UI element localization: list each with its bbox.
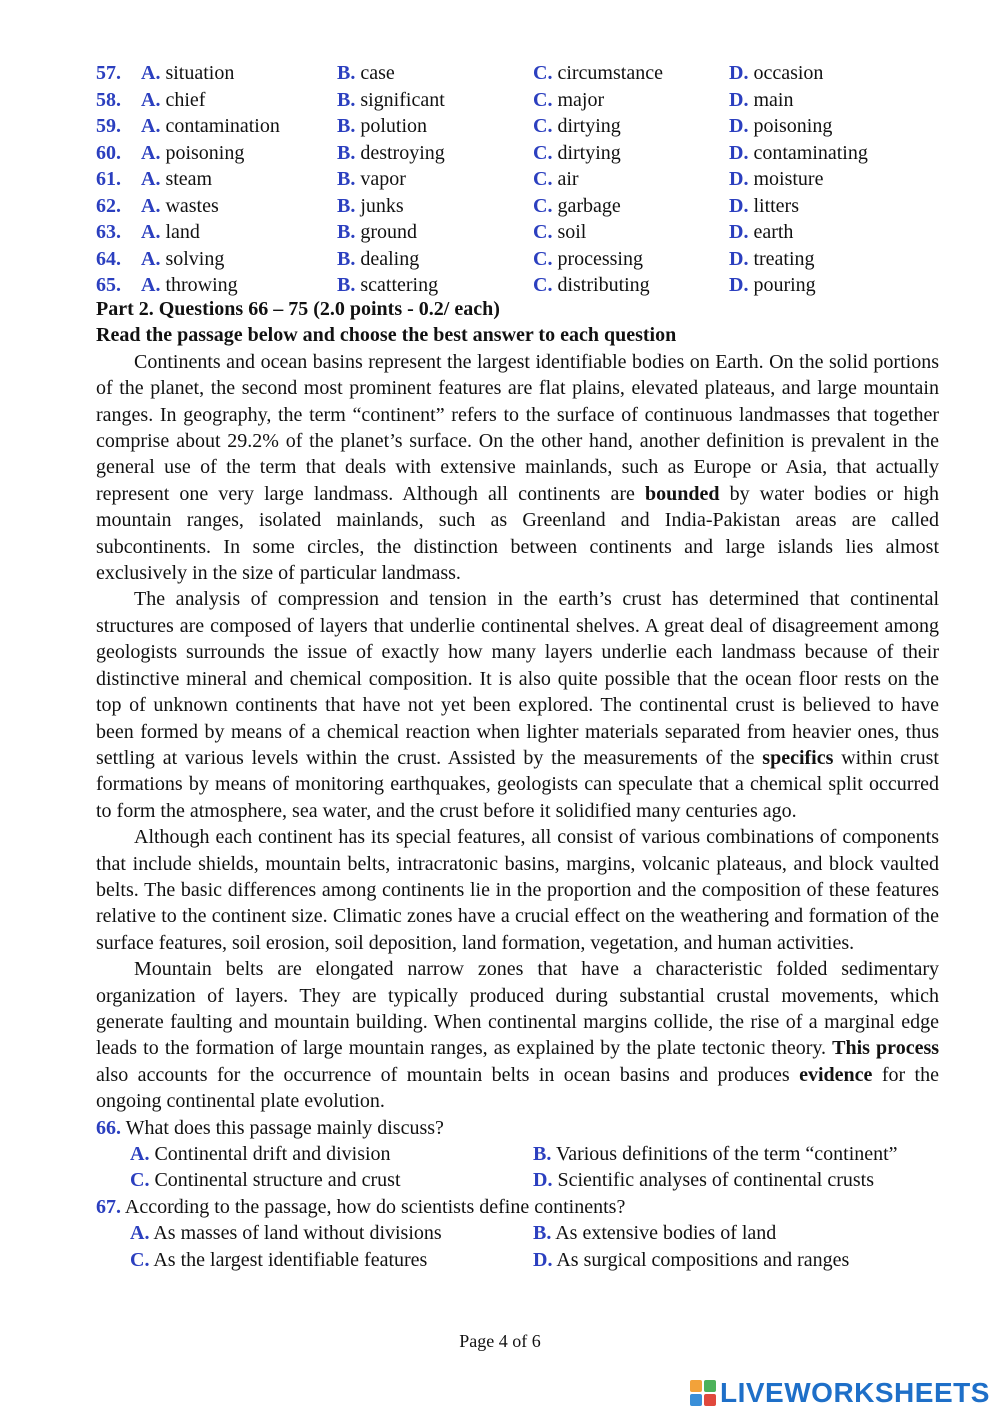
option-b[interactable]	[337, 140, 445, 166]
option-letter: C.	[533, 221, 553, 243]
question-number: 58.	[96, 88, 121, 111]
option-text: treating	[748, 247, 815, 270]
passage-paragraph-3	[96, 824, 939, 956]
option-letter: C.	[533, 274, 553, 296]
passage-text: within crust formations by means of monitoring earthquakes, geologists can speculate that a chemical split occurred to form the atmosphere, sea water, and the crust before it solidified many centuries ago.	[96, 746, 939, 822]
option-c[interactable]	[533, 166, 579, 192]
option-letter: A.	[141, 141, 161, 164]
question-number: 65.	[96, 274, 121, 296]
option-c[interactable]	[533, 113, 621, 139]
option-text: junks	[355, 194, 404, 217]
option-b[interactable]	[337, 246, 419, 272]
option-text: processing	[552, 247, 643, 270]
option-a[interactable]	[141, 87, 205, 113]
option-a[interactable]	[141, 113, 280, 139]
option-letter: A.	[141, 274, 161, 296]
option-text: polution	[355, 115, 428, 137]
option-a[interactable]	[141, 166, 212, 192]
option-text: throwing	[160, 274, 238, 296]
option-letter: D.	[729, 194, 749, 217]
logo-text: LIVEWORKSHEETS	[720, 1377, 990, 1408]
option-letter: D.	[729, 168, 749, 190]
option-letter: A.	[141, 115, 161, 137]
option-text: poisoning	[160, 141, 245, 164]
question-row	[96, 166, 956, 193]
option-d[interactable]	[729, 219, 793, 245]
option-d[interactable]	[729, 246, 815, 272]
option-text: litters	[748, 194, 799, 217]
passage-text: for the ongoing continental plate evolution.	[96, 1063, 939, 1113]
option-d[interactable]	[729, 87, 793, 113]
passage-keyword: evidence	[799, 1063, 873, 1086]
option-c[interactable]	[533, 87, 604, 113]
option-text: solving	[160, 247, 225, 270]
option-letter: A.	[141, 168, 161, 190]
option-letter: B.	[337, 88, 356, 111]
option-d[interactable]	[729, 140, 868, 166]
option-a[interactable]	[141, 246, 224, 272]
option-letter: A.	[141, 221, 161, 243]
passage-text: Although each continent has its special features, all consist of various combinations of components that include shields, mountain belts, intracratonic basins, margins, volcanic plateaus, and block vaulted belts. The basic differences among continents lie in the proportion and the composition of these features relative to the continent size. Climatic zones have a crucial effect on the weathering and formation of the surface features, soil erosion, soil deposition, land formation, vegetation, and human activities.	[96, 826, 939, 954]
option-b[interactable]	[337, 272, 438, 298]
question-number: 59.	[96, 115, 121, 137]
option-letter: C.	[533, 141, 553, 164]
option-letter: A.	[141, 62, 161, 84]
option-a[interactable]	[141, 140, 244, 166]
option-text: As the largest identifiable features	[149, 1248, 428, 1271]
part2-section	[96, 296, 939, 1273]
option-text: dealing	[355, 247, 420, 270]
option-text: As extensive bodies of land	[551, 1222, 777, 1245]
question-row	[96, 113, 956, 140]
question-text: According to the passage, how do scientists define continents?	[121, 1195, 626, 1218]
part2-instruction: Read the passage below and choose the best answer to each question	[96, 324, 677, 347]
question-number: 60.	[96, 141, 121, 164]
question-number: 64.	[96, 247, 121, 270]
option-text: moisture	[748, 168, 824, 190]
option-letter: D.	[729, 247, 749, 270]
option-text: chief	[160, 88, 206, 111]
passage-text: also accounts for the occurrence of mountain belts in ocean basins and produces	[96, 1063, 800, 1086]
question-text: What does this passage mainly discuss?	[121, 1116, 444, 1139]
option-letter: C.	[533, 194, 553, 217]
option-letter: C.	[533, 88, 553, 111]
passage-keyword: This process	[832, 1037, 940, 1060]
question-number: 66.	[96, 1116, 121, 1139]
option-b[interactable]	[337, 166, 406, 192]
option-text: pouring	[748, 274, 816, 296]
question-number: 62.	[96, 194, 121, 217]
option-letter: B.	[337, 194, 356, 217]
question-66	[96, 1115, 939, 1141]
option-a[interactable]	[141, 219, 200, 245]
passage-text: by water bodies or high mountain ranges, isolated mainlands, such as Greenland and India-Pakistan areas are called subcontinents. In some circles, the distinction between continents and large islands lies almost exclusively in the size of particular landmass.	[96, 482, 940, 585]
option-letter: B.	[337, 247, 356, 270]
option-a[interactable]	[141, 193, 219, 219]
option-letter: D.	[729, 274, 749, 296]
option-a[interactable]	[130, 1220, 442, 1246]
option-text: As masses of land without divisions	[149, 1222, 442, 1245]
option-letter: D.	[729, 62, 749, 84]
option-letter: D.	[729, 141, 749, 164]
question-row	[96, 87, 956, 114]
option-d[interactable]	[729, 166, 823, 192]
option-b[interactable]	[337, 219, 417, 245]
question-row	[96, 246, 956, 273]
option-d[interactable]	[533, 1247, 849, 1273]
option-text: main	[748, 88, 794, 111]
passage-text: The analysis of compression and tension in the earth’s crust has determined that continental structures are composed of layers that underlie continental shelves. A great deal of disagreement among geologists surrounds the issue of exactly how many layers underlie each landmass because of their distinctive mineral and chemical composition. It is also quite possible that the ocean floor rests on the top of unknown continents that have not yet been explored. The continental crust is believed to have been formed by means of a chemical reaction when lighter materials separated from heavier ones, thus settling at various levels within the crust. Assisted by the measurements of the	[96, 588, 939, 769]
option-letter: D.	[533, 1169, 553, 1192]
option-text: occasion	[748, 62, 824, 84]
option-c[interactable]	[533, 219, 586, 245]
option-b[interactable]	[533, 1220, 776, 1246]
option-c[interactable]	[130, 1167, 401, 1193]
option-text: ground	[355, 221, 418, 243]
option-c[interactable]	[533, 140, 621, 166]
option-letter: D.	[729, 88, 749, 111]
option-d[interactable]	[729, 60, 823, 86]
option-c[interactable]	[533, 193, 621, 219]
passage-paragraph-1	[96, 349, 939, 587]
passage-keyword: bounded	[645, 482, 720, 505]
option-letter: C.	[533, 115, 553, 137]
option-letter: C.	[130, 1248, 150, 1271]
passage-text: Continents and ocean basins represent the largest identifiable bodies on Earth. On the solid portions of the planet, the second most prominent features are flat plains, elevated plateaus, and large mountain ranges. In geography, the term “continent” refers to the surface of continuous landmasses that together comprise about 29.2% of the planet’s surface. On the other hand, another definition is prevalent in the general use of the term that deals with extensive mainlands, such as Europe or Asia, that actually represent one very large landmass. Although all continents are	[96, 350, 939, 505]
option-text: earth	[748, 221, 794, 243]
option-letter: C.	[130, 1169, 150, 1192]
option-text: As surgical compositions and ranges	[552, 1248, 850, 1271]
question-row	[96, 140, 956, 167]
passage-paragraph-4	[96, 956, 939, 1114]
option-text: soil	[552, 221, 587, 243]
option-text: dirtying	[552, 115, 621, 137]
option-letter: A.	[141, 247, 161, 270]
option-text: poisoning	[748, 115, 833, 137]
answer-row	[96, 1141, 939, 1167]
option-letter: A.	[141, 194, 161, 217]
option-text: contaminating	[748, 141, 868, 164]
page-number: Page 4 of 6	[459, 1331, 541, 1351]
question-number: 57.	[96, 62, 121, 84]
option-letter: D.	[729, 221, 749, 243]
passage-keyword: specifics	[762, 746, 834, 769]
option-letter: C.	[533, 247, 553, 270]
option-text: Continental drift and division	[149, 1143, 391, 1165]
option-text: circumstance	[552, 62, 663, 84]
option-b[interactable]	[337, 193, 404, 219]
option-a[interactable]	[130, 1141, 391, 1167]
answer-row	[96, 1247, 939, 1273]
passage-paragraph-2	[96, 586, 939, 824]
question-number: 61.	[96, 168, 121, 190]
option-b[interactable]	[337, 60, 395, 86]
question-67	[96, 1194, 939, 1220]
question-row	[96, 60, 956, 87]
option-letter: B.	[337, 141, 356, 164]
question-row	[96, 219, 956, 246]
option-letter: C.	[533, 168, 553, 190]
option-text: garbage	[552, 194, 621, 217]
option-text: scattering	[355, 274, 439, 296]
option-c[interactable]	[533, 60, 663, 86]
option-text: significant	[355, 88, 445, 111]
option-letter: B.	[533, 1143, 552, 1165]
option-letter: A.	[130, 1222, 150, 1245]
option-c[interactable]	[130, 1247, 427, 1273]
option-d[interactable]	[729, 272, 816, 298]
question-number: 63.	[96, 221, 121, 243]
option-letter: A.	[141, 88, 161, 111]
option-text: Various definitions of the term “continent”	[551, 1143, 898, 1165]
option-text: air	[552, 168, 579, 190]
option-d[interactable]	[533, 1167, 874, 1193]
option-text: major	[552, 88, 605, 111]
option-d[interactable]	[729, 113, 832, 139]
option-text: vapor	[355, 168, 406, 190]
option-b[interactable]	[337, 87, 445, 113]
question-row	[96, 193, 956, 220]
option-text: steam	[160, 168, 213, 190]
option-letter: B.	[337, 221, 356, 243]
option-a[interactable]	[141, 60, 234, 86]
option-b[interactable]	[533, 1141, 898, 1167]
option-text: distributing	[552, 274, 650, 296]
option-d[interactable]	[729, 193, 799, 219]
option-letter: B.	[533, 1222, 552, 1245]
option-text: contamination	[160, 115, 280, 137]
option-text: case	[355, 62, 395, 84]
part2-title: Part 2. Questions 66 – 75 (2.0 points - 0.2/ each)	[96, 298, 500, 320]
option-letter: D.	[729, 115, 749, 137]
option-letter: B.	[337, 274, 356, 296]
option-c[interactable]	[533, 272, 650, 298]
passage-text: Mountain belts are elongated narrow zones that have a characteristic folded sedimentary organization of layers. They are typically produced during substantial crustal movements, which generate faulting and mountain building. When continental margins collide, the rise of a marginal edge leads to the formation of large mountain ranges, as explained by the plate tectonic theory.	[96, 958, 939, 1060]
question-number: 67.	[96, 1195, 121, 1218]
answer-grid	[96, 60, 956, 299]
option-a[interactable]	[141, 272, 238, 298]
liveworksheets-logo	[690, 1376, 990, 1410]
option-c[interactable]	[533, 246, 643, 272]
answer-row	[96, 1220, 939, 1246]
option-text: situation	[160, 62, 235, 84]
option-letter: D.	[533, 1248, 553, 1271]
option-text: land	[160, 221, 200, 243]
option-text: wastes	[160, 194, 219, 217]
option-b[interactable]	[337, 113, 427, 139]
option-text: destroying	[355, 141, 445, 164]
answer-row	[96, 1167, 939, 1193]
option-letter: B.	[337, 115, 356, 137]
option-text: Continental structure and crust	[149, 1169, 401, 1192]
question-row	[96, 272, 956, 299]
option-letter: B.	[337, 168, 356, 190]
option-letter: C.	[533, 62, 553, 84]
option-letter: B.	[337, 62, 356, 84]
option-text: Scientific analyses of continental crusts	[552, 1169, 875, 1192]
option-text: dirtying	[552, 141, 621, 164]
option-letter: A.	[130, 1143, 150, 1165]
logo-icon	[690, 1380, 716, 1406]
